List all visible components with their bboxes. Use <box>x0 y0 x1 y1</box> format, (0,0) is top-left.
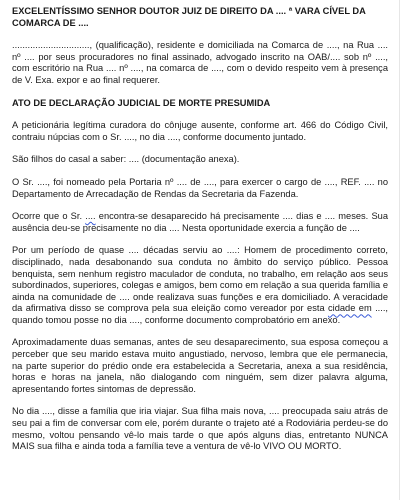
intro-paragraph: .............................., (qualificação), residente e domiciliada na Comarca de ...., na Rua .... nº .... por seus procuradores no final assinado, advogado inscrito na OAB/.... sob nº ...., com escritório na Rua .... nº ...., na comarca de ...., com o devido respeito vem à presença de V. Exa. expor e ao final requerer. <box>12 40 388 85</box>
paragraph-6: Aproximadamente duas semanas, antes de seu desaparecimento, sua esposa começou a perceber que seu marido estava muito angustiado, nervoso, lembra que ele permanecia, na parte superior do prédio onde era estabelecida a Secretaria, anexa a sua residência, horas e horas na janela, não dialogando com ninguém, sem dizer palavra alguma, apresentando fortes sintomas de depressão. <box>12 337 388 394</box>
paragraph-4-end: encontra-se desaparecido há precisamente .... dias e .... meses. Sua ausência deu-se precisamente no dia .... Nesta oportunidade exercia a função de .... <box>12 211 389 233</box>
paragraph-7: No dia ...., disse a família que iria viajar. Sua filha mais nova, .... preocupada saiu atrás de seu pai a fim de conversar com ele, porém durante o trajeto até a Rodoviária perdeu-se do mesmo, voltou pensando vê-lo mais tarde o que após alguns dias, entretanto NUNCA MAIS sua filha e ainda toda a família teve a ventura de vê-lo VIVO OU MORTO. <box>12 406 388 452</box>
paragraph-5 <box>12 245 388 326</box>
paragraph-2: São filhos do casal a saber: .... (documentação anexa). <box>12 154 240 165</box>
paragraph-4 <box>12 211 388 234</box>
paragraph-3: O Sr. ...., foi nomeado pela Portaria nº .... de ...., para exercer o cargo de ...., REF. .... no Departamento de Arrecadação de Rendas da Secretaria da Fazenda. <box>12 176 388 199</box>
paragraph-5-end: ...., quando tomou posse no dia ...., conforme documento comprobatório em anexo. <box>12 303 388 325</box>
spellcheck-mark[interactable]: .... <box>85 211 96 222</box>
paragraph-4-start: Ocorre que o Sr. <box>12 211 86 222</box>
paragraph-5-start: Por um período de quase .... décadas serviu ao ....: Homem de procedimento correto, disciplinado, nada desabonando sua conduta no âmbito do serviço público. Pessoa benquista, sem nenhum registro maculador de conduta, no trabalho, em relação aos seus subordinados, superiores, colegas e amigos, bem como em relação a sua querida família e ainda na comunidade de .... onde realizava suas funções e era domiciliado. A veracidade da afirmativa disso se comprova pela sua eleição como vereador por esta <box>12 245 388 314</box>
paragraph-1: A peticionária legítima curadora do cônjuge ausente, conforme art. 466 do Código Civil, contraiu núpcias com o Sr. ...., no dia ...., conforme documento juntado. <box>12 120 388 142</box>
section-title: ATO DE DECLARAÇÃO JUDICIAL DE MORTE PRESUMIDA <box>12 97 271 108</box>
spellcheck-mark[interactable]: cidade em <box>328 303 372 314</box>
document-heading: EXCELENTÍSSIMO SENHOR DOUTOR JUIZ DE DIREITO DA .... ª VARA CÍVEL DA COMARCA DE .... <box>12 6 366 28</box>
